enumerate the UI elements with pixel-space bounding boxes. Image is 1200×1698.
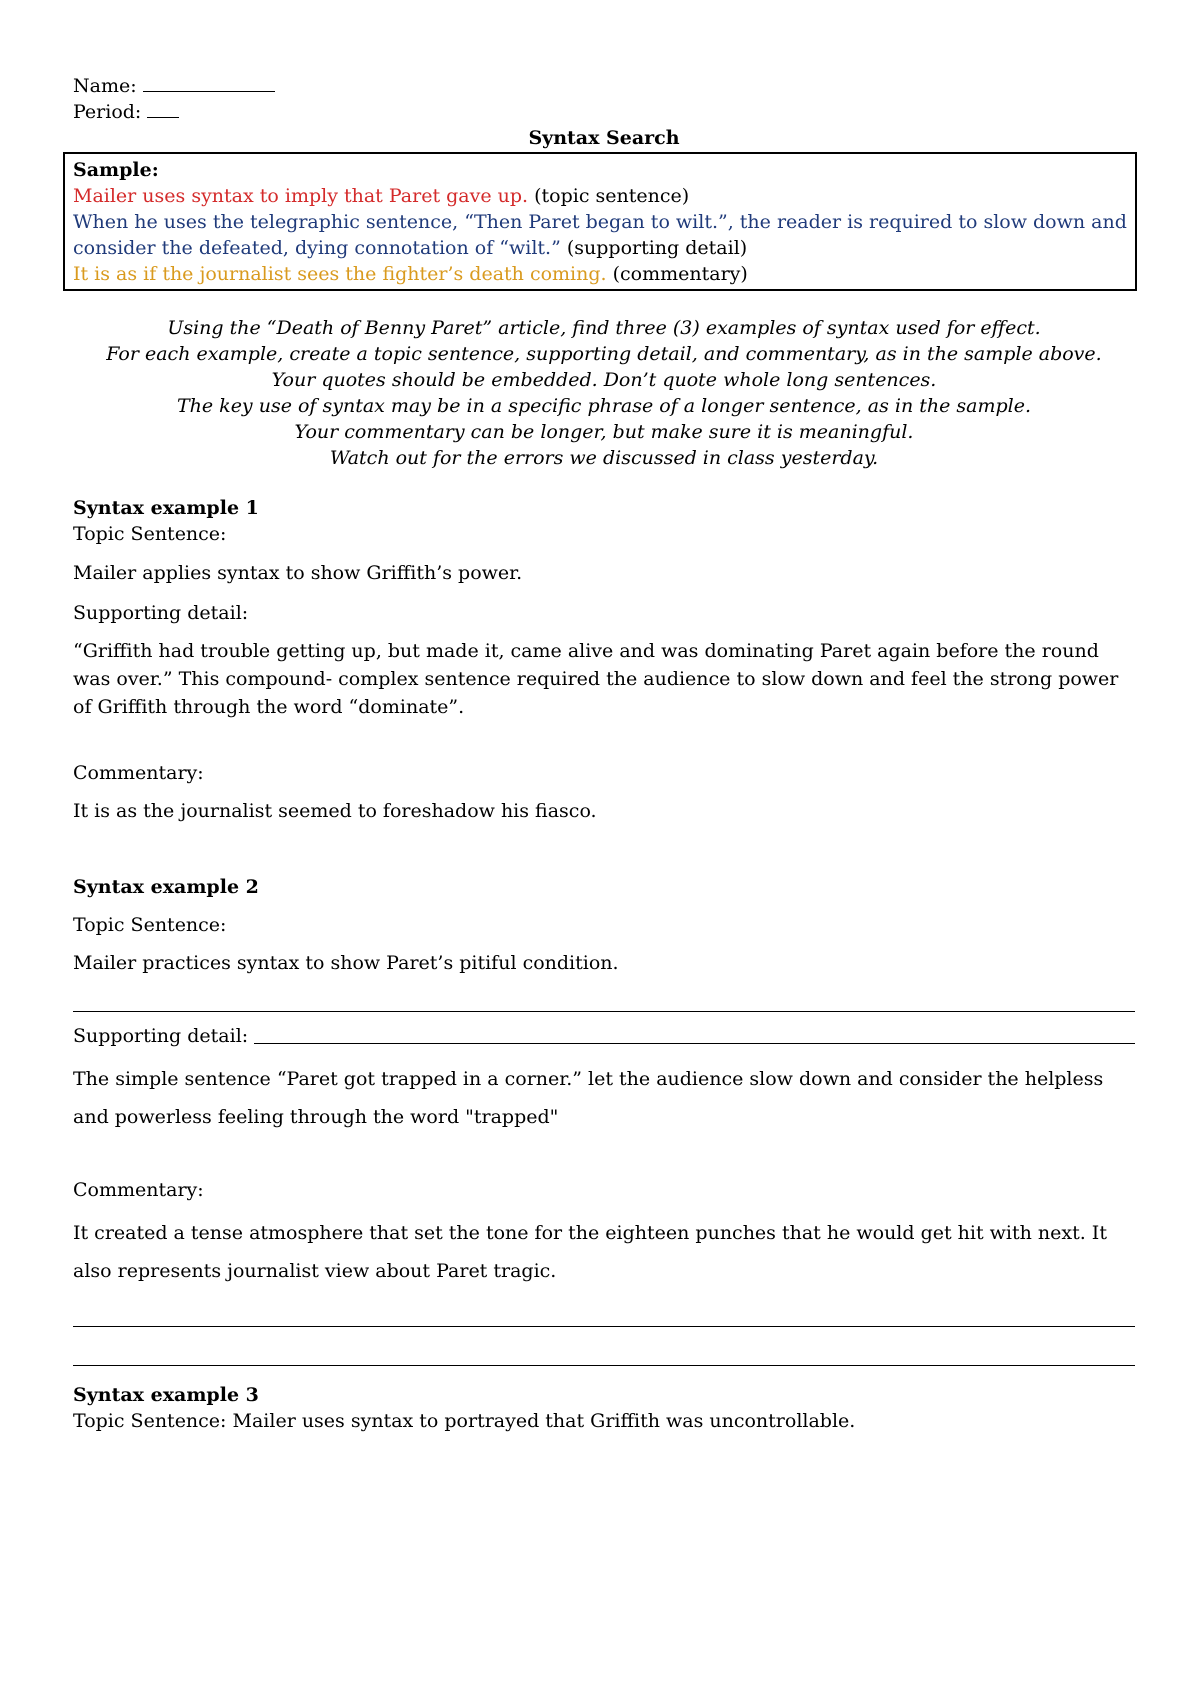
instructions (73, 315, 1135, 471)
name-line (73, 72, 1135, 98)
period-label: Period: (73, 101, 142, 123)
instruction-line: Your commentary can be longer, but make sure it is meaningful. (294, 421, 914, 443)
example-2-support-label: Supporting detail: (73, 1025, 249, 1047)
example-3-topic-label: Topic Sentence: (73, 1410, 227, 1432)
worksheet-page (73, 72, 1135, 1434)
example-1-commentary-label: Commentary: (73, 762, 204, 784)
instruction-line: Watch out for the errors we discussed in class yesterday. (329, 447, 879, 469)
example-1 (73, 495, 1135, 825)
example-3 (73, 1382, 1135, 1434)
example-1-heading: Syntax example 1 (73, 497, 259, 519)
sample-support (73, 209, 1127, 261)
sample-support-tag: (supporting detail) (566, 237, 748, 259)
example-2-support-row (73, 1022, 1135, 1050)
page-title: Syntax Search (528, 127, 680, 149)
example-1-support-label: Supporting detail: (73, 602, 249, 624)
example-3-heading: Syntax example 3 (73, 1384, 259, 1406)
example-2 (73, 873, 1135, 1366)
answer-line (73, 1326, 1135, 1327)
instruction-line: Using the “Death of Benny Paret” article, find three (3) examples of syntax used for effect. (167, 317, 1041, 339)
example-2-heading: Syntax example 2 (73, 876, 259, 898)
example-1-topic-label: Topic Sentence: (73, 523, 227, 545)
example-2-commentary-label: Commentary: (73, 1179, 204, 1201)
period-blank[interactable] (147, 117, 179, 118)
example-2-support-text: The simple sentence “Paret got trapped in a corner.” let the audience slow down and consider the helpless and powerless feeling through the word "trapped" (73, 1068, 1104, 1128)
sample-topic-sentence: Mailer uses syntax to imply that Paret gave up. (73, 185, 529, 207)
sample-commentary-text: It is as if the journalist sees the fighter’s death coming. (73, 263, 607, 285)
period-line (73, 98, 1135, 124)
sample-heading: Sample: (73, 159, 159, 181)
sample-topic (73, 183, 1127, 209)
instruction-line: The key use of syntax may be in a specific phrase of a longer sentence, as in the sample. (176, 395, 1032, 417)
instruction-line: For each example, create a topic sentence, supporting detail, and commentary, as in the sample above. (106, 343, 1102, 365)
sample-commentary-tag: (commentary) (612, 263, 748, 285)
name-blank[interactable] (143, 91, 275, 92)
sample-box (63, 152, 1137, 291)
sample-commentary (73, 261, 1127, 287)
answer-line (254, 1043, 1135, 1044)
instruction-line: Your quotes should be embedded. Don’t quote whole long sentences. (271, 369, 937, 391)
example-3-topic (73, 1408, 1135, 1434)
example-1-commentary-text: It is as the journalist seemed to foreshadow his fiasco. (73, 800, 597, 822)
example-1-support-text: “Griffith had trouble getting up, but made it, came alive and was dominating Paret again before the round was over.” This compound- complex sentence required the audience to slow down and feel the strong power of Griffith through the word “dominate”. (73, 640, 1119, 718)
example-2-topic-text: Mailer practices syntax to show Paret’s pitiful condition. (73, 952, 619, 974)
sample-support-detail: When he uses the telegraphic sentence, “Then Paret began to wilt.”, the reader is required to slow down and consider the defeated, dying connotation of “wilt.” (73, 211, 1127, 259)
example-2-topic-label: Topic Sentence: (73, 914, 227, 936)
example-2-commentary-text: It created a tense atmosphere that set the tone for the eighteen punches that he would get hit with next. It also represents journalist view about Paret tragic. (73, 1222, 1107, 1282)
example-1-topic-text: Mailer applies syntax to show Griffith’s power. (73, 562, 523, 584)
answer-line (73, 1365, 1135, 1366)
sample-topic-tag: (topic sentence) (534, 185, 690, 207)
answer-line (73, 1011, 1135, 1012)
example-3-topic-text: Mailer uses syntax to portrayed that Griffith was uncontrollable. (232, 1410, 856, 1432)
name-label: Name: (73, 75, 137, 97)
